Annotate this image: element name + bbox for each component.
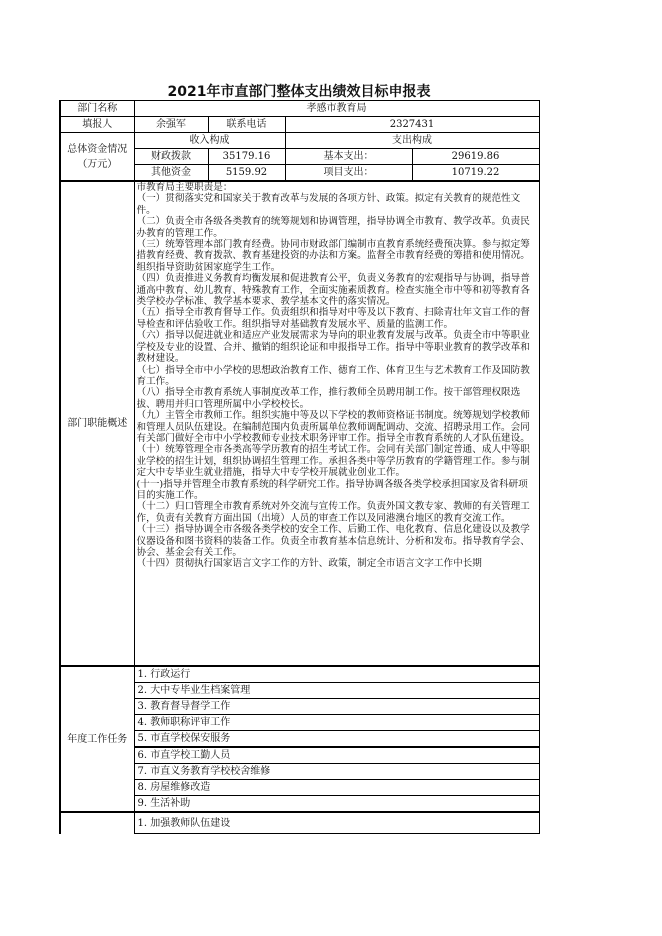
reporter-value[interactable]: 余强军 — [134, 117, 208, 133]
dept-label: 部门名称 — [60, 101, 134, 117]
task-item[interactable]: 4. 教师职称评审工作 — [134, 715, 539, 731]
duty-paragraph: （十三）指导协调全市各级各类学校的安全工作、后勤工作、电化教育、信息化建设以及教学仪器设备和图书资料的装备工作。负责全市教育基本信息统计、分析和发布。指导教育学会、协会、基金会有关工作。 — [136, 524, 530, 558]
task-item[interactable]: 8. 房屋维修改造 — [134, 780, 539, 796]
duty-paragraph: 市教育局主要职责是： — [136, 182, 233, 193]
funds-label-line2: （万元） — [77, 158, 118, 170]
phone-label: 联系电话 — [208, 117, 285, 133]
reporter-row — [60, 117, 539, 133]
goal-row — [60, 812, 539, 834]
goals-label — [60, 812, 134, 834]
phone-value[interactable]: 2327431 — [285, 117, 539, 133]
expense-value-project[interactable]: 10719.22 — [412, 165, 539, 182]
expense-header: 支出构成 — [285, 133, 539, 149]
performance-target-form — [59, 100, 538, 834]
duty-paragraph: (十一)指导并管理全市教育系统的科学研究工作。指导协调各级各类学校承担国家及省科研项目的实施工作。 — [136, 478, 528, 501]
duty-paragraph: （十）统筹管理全市各类高等学历教育的招生考试工作。会同有关部门制定普通、成人中等职业学校的招生计划，组织协调招生管理工作。承担各类中等学历教育的学籍管理工作。参与制定大中专毕业生就业措施，指导大中专学校开展就业创业工作。 — [136, 444, 530, 479]
duties-text-cell[interactable] — [134, 181, 539, 666]
dept-row — [60, 101, 539, 117]
duty-paragraph: （一）贯彻落实党和国家关于教育改革与发展的各项方针、政策。拟定有关教育的规范性文件。 — [136, 193, 521, 216]
tasks-label: 年度工作任务 — [60, 666, 134, 812]
income-value-other[interactable]: 5159.92 — [208, 165, 285, 182]
task-row — [60, 666, 539, 683]
funds-label-line1: 总体资金情况 — [67, 143, 128, 155]
duty-paragraph: （四）负责推进义务教育均衡发展和促进教育公平，负责义务教育的宏观指导与协调，指导普通高中教育、幼儿教育、特殊教育工作，全面实施素质教育。检查实施全市中等和初等教育各类学校办学标准、教学基本要求、教学基本文件的落实情况。 — [136, 273, 530, 308]
task-item[interactable]: 2. 大中专毕业生档案管理 — [134, 683, 539, 699]
duty-paragraph: （十二）归口管理全市教育系统对外交流与宣传工作。负责外国文教专家、教师的有关管理工作，负责有关教育方面出国（出境）人员的审查工作以及同港澳台地区的教育交流工作。 — [136, 501, 530, 524]
duty-paragraph: （七）指导全市中小学校的思想政治教育工作、德育工作、体育卫生与艺术教育工作及国防教育工作。 — [136, 364, 530, 387]
task-item[interactable]: 6. 市直学校工勤人员 — [134, 747, 539, 764]
duties-text — [137, 182, 537, 665]
duty-paragraph: （九）主管全市教师工作。组织实施中等及以下学校的教师资格证书制度。统筹规划学校教师和管理人员队伍建设。在编制范围内负责所属单位教师调配调动、交流、招聘录用工作。会同有关部门做好全市中小学校教师专业技术职务评审工作。指导全市教育系统的人才队伍建设。 — [136, 410, 530, 444]
funds-label — [60, 133, 134, 182]
duty-paragraph: （六）指导以促进就业和适应产业发展需求为导向的职业教育发展与改革。负责全市中等职业学校及专业的设置、合并、撤销的组织论证和申报指导工作。指导中等职业教育的教学改革和教材建设。 — [136, 330, 530, 365]
form-table — [59, 100, 540, 834]
duty-paragraph: （五）指导全市教育督导工作。负责组织和指导对中等及以下教育、扫除青壮年文盲工作的督导检查和评估验收工作。组织指导对基础教育发展水平、质量的监测工作。 — [136, 307, 530, 330]
dept-value[interactable]: 孝感市教育局 — [134, 101, 539, 117]
task-item[interactable]: 5. 市直学校保安服务 — [134, 731, 539, 748]
duties-row — [60, 181, 539, 666]
task-item[interactable]: 3. 教育督导督学工作 — [134, 699, 539, 715]
income-value-fiscal[interactable]: 35179.16 — [208, 149, 285, 165]
income-label-other: 其他资金 — [134, 165, 208, 182]
income-header: 收入构成 — [134, 133, 285, 149]
task-item[interactable]: 7. 市直义务教育学校校舍维修 — [134, 764, 539, 780]
funds-header-row — [60, 133, 539, 149]
reporter-label: 填报人 — [60, 117, 134, 133]
income-label-fiscal: 财政拨款 — [134, 149, 208, 165]
duty-paragraph: （三）统筹管理本部门教育经费。协同市财政部门编制市直教育系统经费预决算。参与拟定筹措教育经费、教育拨款、教育基建投资的办法和方案。监督全市教育经费的筹措和使用情况。组织指导资助贫困家庭学生工作。 — [136, 239, 530, 273]
form-title: 2021年市直部门整体支出绩效目标申报表 — [167, 84, 431, 100]
expense-value-basic[interactable]: 29619.86 — [412, 149, 539, 165]
duty-paragraph: （八）指导全市教育系统人事制度改革工作，推行教师全员聘用制工作。按干部管理权限选拔、聘用并归口管理所属中小学校校长。 — [136, 387, 521, 410]
expense-label-project: 项目支出： — [285, 165, 412, 182]
task-item[interactable]: 1. 行政运行 — [134, 666, 539, 683]
task-item[interactable]: 9. 生活补助 — [134, 796, 539, 813]
duty-paragraph: （二）负责全市各级各类教育的统筹规划和协调管理，指导协调全市教育、教学改革。负责民办教育的管理工作。 — [136, 216, 530, 239]
expense-label-basic: 基本支出： — [285, 149, 412, 165]
duty-paragraph: （十四）贯彻执行国家语言文字工作的方针、政策，制定全市语言文字工作中长期 — [136, 558, 482, 570]
goal-item[interactable]: 1. 加强教师队伍建设 — [134, 812, 539, 834]
duties-label: 部门职能概述 — [60, 181, 134, 666]
